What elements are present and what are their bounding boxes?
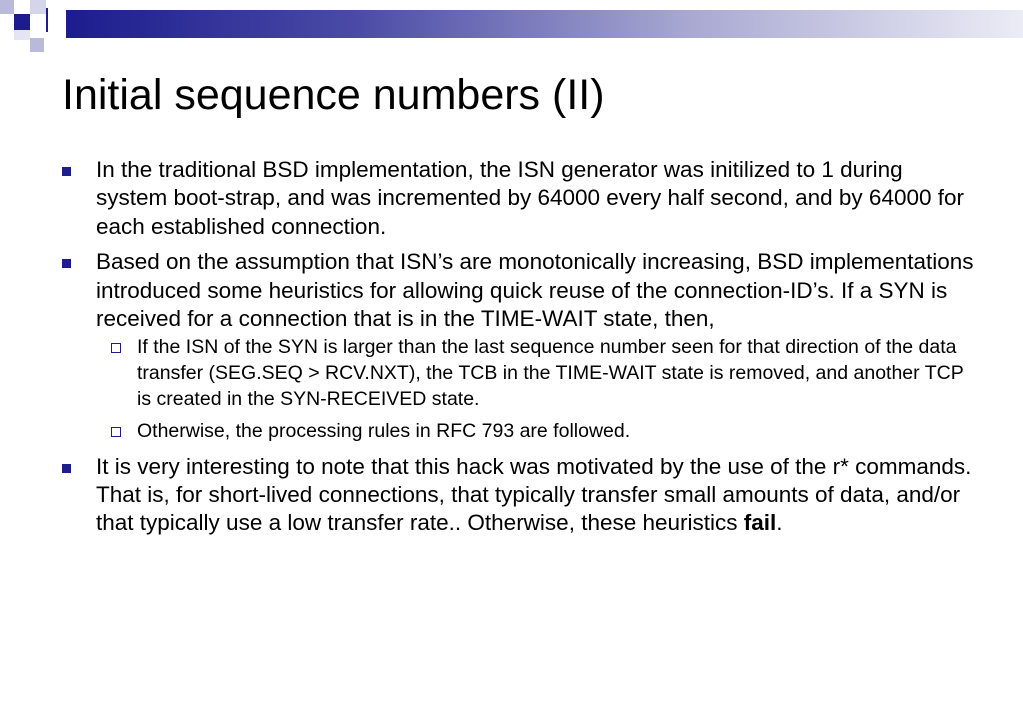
sub-bullet-text: If the ISN of the SYN is larger than the last sequence number seen for that direction of the data transfer (SEG.SEQ > RCV.NXT), the TCB in the TIME-WAIT state is removed, and another TCP is created in the SYN-RECEIVED state. [137, 336, 964, 411]
decor-square [0, 14, 14, 30]
decor-square [46, 8, 66, 32]
decor-square [0, 0, 14, 14]
sub-bullet-item [60, 419, 975, 445]
square-bullet-icon [62, 167, 71, 176]
bullet-item [60, 156, 975, 241]
slide-title: Initial sequence numbers (II) [62, 71, 605, 119]
hollow-square-bullet-icon [111, 427, 121, 437]
slide-content [60, 156, 975, 545]
square-bullet-icon [62, 259, 71, 268]
decor-square [30, 38, 44, 52]
decor-square [30, 0, 46, 14]
decor-square [14, 14, 30, 30]
bullet-bold-word: fail [743, 510, 777, 536]
bullet-text-after-bold: . [776, 510, 783, 536]
sub-bullet-text: Otherwise, the processing rules in RFC 793 are followed. [137, 419, 631, 442]
decor-square [14, 30, 30, 40]
sub-bullet-list [60, 335, 975, 444]
bullet-text: Based on the assumption that ISN’s are monotonically increasing, BSD implementations introduced some heuristics for allowing quick reuse of the connection-ID’s. If a SYN is received for a connection that is in the TIME-WAIT state, then, [96, 249, 974, 332]
bullet-text: In the traditional BSD implementation, the ISN generator was initilized to 1 during system boot-strap, and was incremented by 64000 every half second, and by 64000 for each established connection. [96, 157, 965, 239]
header-gradient-bar [66, 10, 1023, 38]
hollow-square-bullet-icon [111, 343, 121, 353]
bullet-item [60, 248, 975, 333]
bullet-item [60, 453, 975, 538]
square-bullet-icon [62, 464, 71, 473]
bullet-text-before-bold: It is very interesting to note that this hack was motivated by the use of the r* commands. That is, for short-lived connections, that typically transfer small amounts of data, and/or that typically use a low transfer rate.. Otherwise, these heuristics [96, 453, 972, 536]
sub-bullet-item [60, 335, 975, 412]
